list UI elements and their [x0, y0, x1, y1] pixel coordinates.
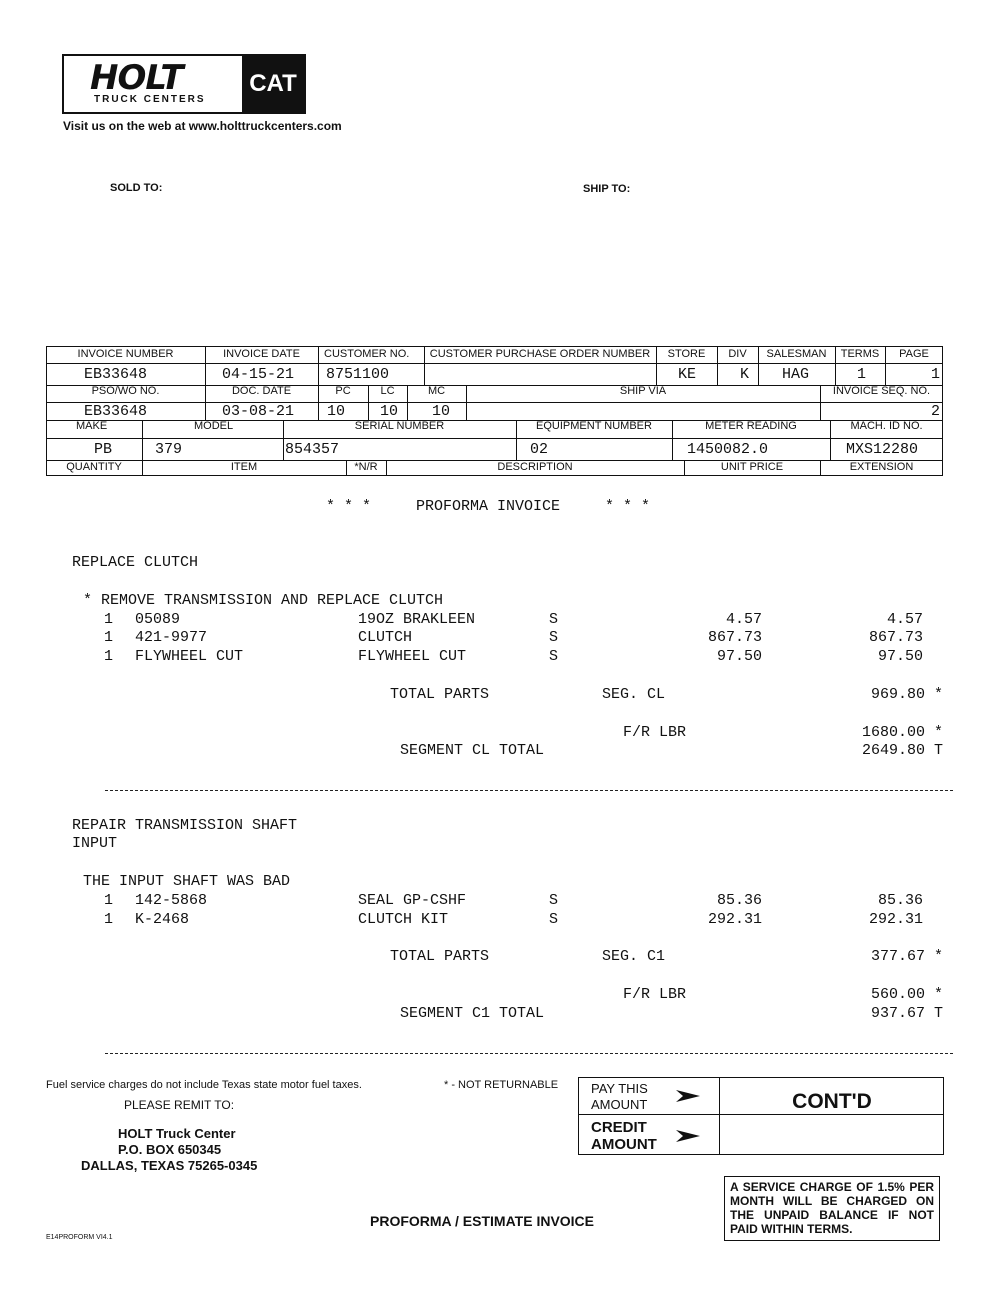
ship-to-label: SHIP TO:: [583, 183, 631, 195]
credit-amount-label: AMOUNT: [591, 1136, 657, 1153]
line-unit-price: 292.31: [707, 911, 762, 928]
equipment-number: 02: [530, 441, 549, 458]
segment-1-note: * REMOVE TRANSMISSION AND REPLACE CLUTCH: [83, 592, 444, 609]
total-parts: 377.67 *: [870, 948, 943, 965]
label-model: MODEL: [194, 420, 234, 432]
segment-divider: [105, 790, 953, 791]
cat-logo: CAT: [242, 56, 304, 112]
labor-label: F/R LBR: [623, 986, 687, 1003]
pso-wo-number: EB33648: [84, 403, 148, 420]
label-ship-via: SHIP VIA: [619, 385, 667, 397]
pc-value: 10: [327, 403, 346, 420]
label-mach-id: MACH. ID NO.: [850, 420, 923, 432]
remit-name: HOLT Truck Center: [118, 1126, 236, 1141]
invoice-seq-no: 2: [931, 403, 941, 420]
doc-date: 03-08-21: [222, 403, 295, 420]
line-unit-price: 867.73: [707, 629, 762, 646]
arrow-right-icon: [674, 1086, 702, 1111]
label-div: DIV: [728, 348, 747, 360]
label-equipment-number: EQUIPMENT NUMBER: [536, 420, 652, 432]
line-description: CLUTCH: [358, 629, 413, 646]
label-store: STORE: [667, 348, 706, 360]
line-description: SEAL GP-CSHF: [358, 892, 467, 909]
line-description: CLUTCH KIT: [358, 911, 449, 928]
form-title: PROFORMA / ESTIMATE INVOICE: [370, 1213, 595, 1229]
line-qty: 1: [104, 648, 114, 665]
labor-amount: 560.00 *: [870, 986, 943, 1003]
mc-value: 10: [432, 403, 451, 420]
label-serial-number: SERIAL NUMBER: [354, 420, 445, 432]
label-invoice-number: INVOICE NUMBER: [77, 348, 174, 360]
labor-amount: 1680.00 *: [861, 724, 943, 741]
line-item: 05089: [135, 611, 181, 628]
segment-code-label: SEG. CL: [602, 686, 666, 703]
lc-value: 10: [380, 403, 399, 420]
line-code: S: [549, 648, 559, 665]
customer-no: 8751100: [326, 366, 390, 383]
total-parts: 969.80 *: [870, 686, 943, 703]
serial-number: 854357: [285, 441, 340, 458]
line-extension: 867.73: [868, 629, 923, 646]
line-description: FLYWHEEL CUT: [358, 648, 467, 665]
line-qty: 1: [104, 911, 114, 928]
label-lc: LC: [380, 385, 395, 397]
label-extension: EXTENSION: [849, 461, 914, 473]
label-item: ITEM: [230, 461, 258, 473]
segment-code-label: SEG. C1: [602, 948, 666, 965]
form-code: E14PROFORM VI4.1: [46, 1234, 113, 1241]
line-code: S: [549, 911, 559, 928]
label-doc-date: DOC. DATE: [231, 385, 292, 397]
line-qty: 1: [104, 892, 114, 909]
salesman: HAG: [782, 366, 810, 383]
segment-2-note: THE INPUT SHAFT WAS BAD: [83, 873, 291, 890]
line-item: 142-5868: [135, 892, 208, 909]
line-unit-price: 4.57: [725, 611, 762, 628]
page-number: 1: [931, 366, 941, 383]
remit-po-box: P.O. BOX 650345: [118, 1142, 222, 1157]
label-unit-price: UNIT PRICE: [720, 461, 784, 473]
make: PB: [94, 441, 113, 458]
line-qty: 1: [104, 629, 114, 646]
label-po-number: CUSTOMER PURCHASE ORDER NUMBER: [429, 348, 651, 360]
label-salesman: SALESMAN: [766, 348, 827, 360]
label-customer-no: CUSTOMER NO.: [324, 348, 410, 360]
invoice-number: EB33648: [84, 366, 148, 383]
label-invoice-seq: INVOICE SEQ. NO.: [832, 385, 931, 397]
label-mc: MC: [427, 385, 446, 397]
label-meter-reading: METER READING: [705, 420, 797, 432]
line-code: S: [549, 611, 559, 628]
credit-label: CREDIT: [591, 1119, 647, 1136]
label-pso-wo: PSO/WO NO.: [91, 385, 160, 397]
service-charge-notice: A SERVICE CHARGE OF 1.5% PER MONTH WILL BE CHARGED ON THE UNPAID BALANCE IF NOT PAID WITHIN TERMS.: [724, 1176, 940, 1241]
label-description: DESCRIPTION: [497, 461, 573, 473]
segment-total-label: SEGMENT C1 TOTAL: [400, 1005, 545, 1022]
label-make: MAKE: [76, 420, 108, 432]
line-qty: 1: [104, 611, 114, 628]
website-line: Visit us on the web at www.holttruckcenters.com: [63, 119, 342, 133]
line-item: 421-9977: [135, 629, 208, 646]
line-unit-price: 97.50: [716, 648, 762, 665]
line-code: S: [549, 629, 559, 646]
arrow-right-icon: [674, 1126, 702, 1151]
grid-line: [46, 438, 943, 439]
segment-1-title: REPLACE CLUTCH: [72, 554, 199, 571]
fuel-note: Fuel service charges do not include Texas state motor fuel taxes.: [46, 1079, 362, 1091]
line-extension: 292.31: [868, 911, 923, 928]
label-invoice-date: INVOICE DATE: [223, 348, 300, 360]
line-extension: 4.57: [886, 611, 923, 628]
total-parts-label: TOTAL PARTS: [390, 948, 490, 965]
labor-label: F/R LBR: [623, 724, 687, 741]
segment-total: 2649.80 T: [861, 742, 943, 759]
model: 379: [155, 441, 183, 458]
label-quantity: QUANTITY: [66, 461, 122, 473]
label-page: PAGE: [899, 348, 929, 360]
meter-reading: 1450082.0: [687, 441, 769, 458]
not-returnable-note: * - NOT RETURNABLE: [444, 1079, 559, 1091]
line-extension: 97.50: [877, 648, 923, 665]
terms: 1: [857, 366, 867, 383]
grid-line: [46, 363, 943, 364]
invoice-date: 04-15-21: [222, 366, 295, 383]
line-description: 19OZ BRAKLEEN: [358, 611, 476, 628]
holt-logo: HOLT: [90, 58, 183, 98]
line-code: S: [549, 892, 559, 909]
box-line: [578, 1114, 944, 1115]
pay-this-label: PAY THIS: [591, 1081, 648, 1096]
remit-city: DALLAS, TEXAS 75265-0345: [81, 1158, 258, 1173]
segment-total-label: SEGMENT CL TOTAL: [400, 742, 545, 759]
line-unit-price: 85.36: [716, 892, 762, 909]
box-line: [719, 1077, 720, 1155]
line-item: FLYWHEEL CUT: [135, 648, 244, 665]
amount-label: AMOUNT: [591, 1097, 648, 1112]
segment-divider: [105, 1053, 953, 1054]
div: K: [740, 366, 750, 383]
contd-label: CONT'D: [792, 1090, 872, 1113]
remit-label: PLEASE REMIT TO:: [124, 1098, 235, 1112]
holt-logo-subtitle: TRUCK CENTERS: [94, 94, 206, 105]
segment-total: 937.67 T: [870, 1005, 943, 1022]
segment-2-title: REPAIR TRANSMISSION SHAFT: [72, 817, 298, 834]
line-item: K-2468: [135, 911, 190, 928]
label-nr: *N/R: [354, 461, 378, 473]
grid-line: [46, 402, 943, 403]
total-parts-label: TOTAL PARTS: [390, 686, 490, 703]
sold-to-label: SOLD TO:: [110, 182, 163, 194]
segment-2-title-line2: INPUT: [72, 835, 118, 852]
mach-id-no: MXS12280: [846, 441, 919, 458]
label-pc: PC: [335, 385, 351, 397]
store: KE: [678, 366, 697, 383]
line-extension: 85.36: [877, 892, 923, 909]
label-terms: TERMS: [840, 348, 880, 360]
proforma-banner: * * * PROFORMA INVOICE * * *: [326, 498, 651, 515]
